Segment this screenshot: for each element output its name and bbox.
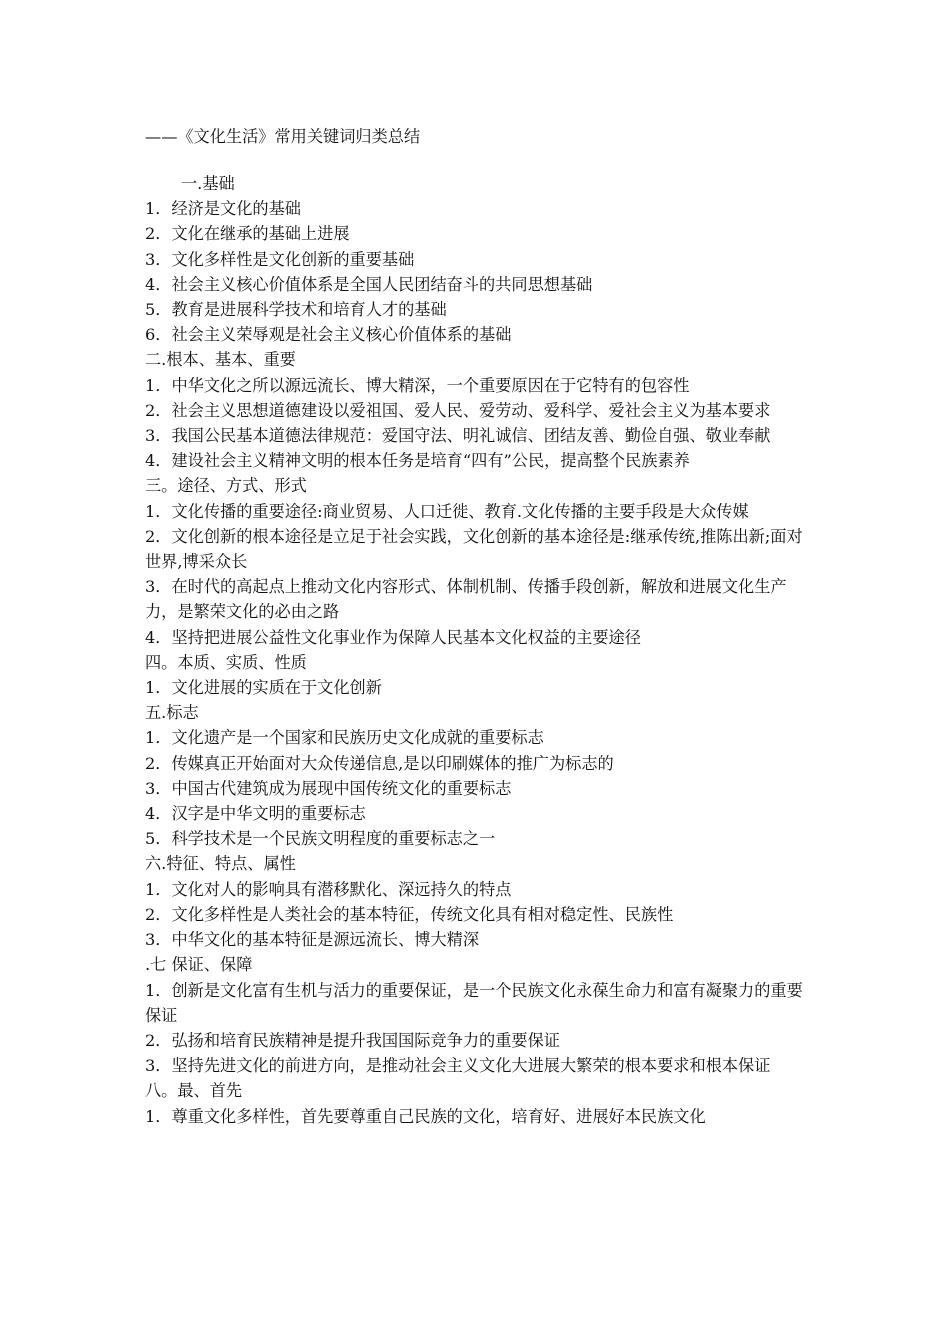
- section-heading: 一.基础: [181, 174, 235, 193]
- list-item: 3．中华文化的基本特征是源远流长、博大精深: [145, 930, 480, 950]
- section-heading: 四。本质、实质、性质: [145, 652, 307, 672]
- section-symbol: [145, 700, 810, 851]
- list-item: 1．尊重文化多样性，首先要尊重自己民族的文化，培育好、进展好本民族文化: [145, 1106, 706, 1126]
- list-item: 3．坚持先进文化的前进方向，是推动社会主义文化大进展大繁荣的根本要求和根本保证: [145, 1056, 771, 1076]
- section-heading: .七 保证、保障: [145, 955, 253, 975]
- list-item: 3．中国古代建筑成为展现中国传统文化的重要标志: [145, 778, 512, 798]
- list-item: 3．我国公民基本道德法律规范：爱国守法、明礼诚信、团结友善、勤俭自强、敬业奉献: [145, 426, 771, 446]
- list-item: 4．建设社会主义精神文明的根本任务是培育“四有”公民，提高整个民族素养: [145, 451, 690, 471]
- list-item: 1．文化对人的影响具有潜移默化、深远持久的特点: [145, 879, 512, 899]
- list-item: 1．文化遗产是一个国家和民族历史文化成就的重要标志: [145, 728, 544, 748]
- section-guarantee: [145, 952, 810, 1078]
- list-item: 4．社会主义核心价值体系是全国人民团结奋斗的共同思想基础: [145, 274, 593, 294]
- list-item: 1．中华文化之所以源远流长、博大精深，一个重要原因在于它特有的包容性: [145, 375, 690, 395]
- section-heading: 三。途径、方式、形式: [145, 476, 307, 496]
- list-item: 2．社会主义思想道德建设以爱祖国、爱人民、爱劳动、爱科学、爱社会主义为基本要求: [145, 400, 771, 420]
- list-item: 1．创新是文化富有生机与活力的重要保证，是一个民族文化永葆生命力和富有凝聚力的重要保证: [145, 980, 803, 1025]
- list-item: 5．教育是进展科学技术和培育人才的基础: [145, 300, 447, 320]
- list-item: 2．弘扬和培育民族精神是提升我国国际竞争力的重要保证: [145, 1030, 560, 1050]
- section-features: [145, 851, 810, 952]
- list-item: 2．传媒真正开始面对大众传递信息,是以印刷媒体的推广为标志的: [145, 753, 614, 773]
- list-item: 1．经济是文化的基础: [145, 199, 301, 219]
- section-basis: [145, 171, 810, 347]
- list-item: 3．在时代的高起点上推动文化内容形式、体制机制、传播手段创新，解放和进展文化生产力，是繁荣文化的必由之路: [145, 577, 787, 622]
- list-item: 3．文化多样性是文化创新的重要基础: [145, 249, 415, 269]
- title-spacer: [145, 149, 810, 171]
- list-item: 4．坚持把进展公益性文化事业作为保障人民基本文化权益的主要途径: [145, 627, 641, 647]
- list-item: 2．文化创新的根本途径是立足于社会实践，文化创新的基本途径是:继承传统,推陈出新;面对世界,博采众长: [145, 526, 803, 572]
- list-item: 5．科学技术是一个民族文明程度的重要标志之一: [145, 829, 496, 849]
- list-item: 2．文化多样性是人类社会的基本特征，传统文化具有相对稳定性、民族性: [145, 904, 674, 924]
- section-first: [145, 1078, 810, 1128]
- section-heading: 六.特征、特点、属性: [145, 854, 296, 874]
- list-item: 1．文化传播的重要途径:商业贸易、人口迁徙、教育.文化传播的主要手段是大众传媒: [145, 501, 749, 521]
- list-item: 1．文化进展的实质在于文化创新: [145, 678, 382, 698]
- section-approach: [145, 473, 810, 649]
- document-body: [145, 124, 810, 1129]
- list-item: 2．文化在继承的基础上进展: [145, 224, 350, 244]
- list-item: 4．汉字是中华文明的重要标志: [145, 804, 366, 824]
- list-item: 6．社会主义荣辱观是社会主义核心价值体系的基础: [145, 325, 512, 345]
- section-heading: 二.根本、基本、重要: [145, 350, 296, 370]
- document-title: ——《文化生活》常用关键词归类总结: [145, 127, 421, 146]
- section-fundamental: [145, 347, 810, 473]
- section-essence: [145, 650, 810, 700]
- section-heading: 八。最、首先: [145, 1081, 243, 1101]
- section-heading: 五.标志: [145, 703, 199, 723]
